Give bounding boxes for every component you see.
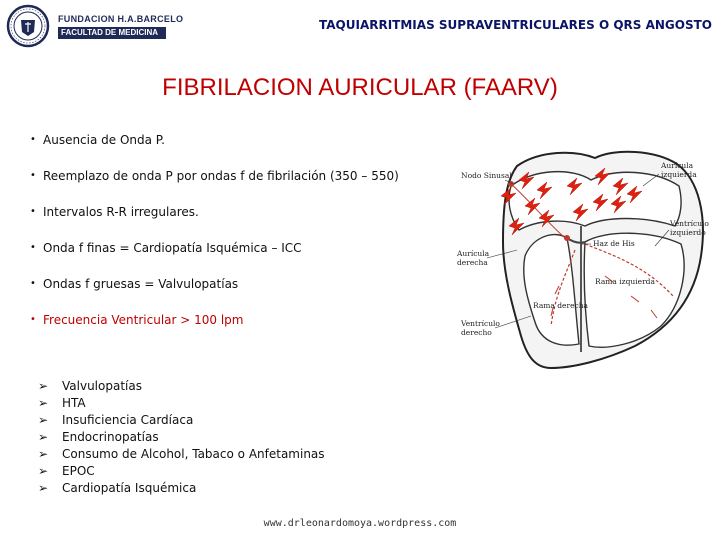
- bullet-icon: •: [30, 278, 36, 289]
- university-seal-icon: [6, 4, 50, 48]
- cause-item: [38, 429, 325, 446]
- feature-text: Ondas f gruesas = Valvulopatías: [43, 277, 239, 291]
- label-ventriculo-derecho-2: derecho: [461, 328, 492, 337]
- feature-text: Frecuencia Ventricular > 100 lpm: [43, 313, 244, 327]
- feature-item-highlight: [30, 310, 399, 346]
- footer-url: www.drleonardomoya.wordpress.com: [263, 518, 457, 529]
- cause-text: Endocrinopatías: [62, 430, 159, 444]
- bullet-icon: •: [30, 134, 36, 145]
- feature-text: Onda f finas = Cardiopatía Isquémica – ICC: [43, 241, 302, 255]
- section-header-title: TAQUIARRITMIAS SUPRAVENTRICULARES O QRS ANGOSTO: [319, 18, 712, 32]
- cause-item: [38, 463, 325, 480]
- av-node-marker: [564, 235, 570, 241]
- feature-text: Ausencia de Onda P.: [43, 133, 165, 147]
- arrow-bullet-icon: ➢: [38, 481, 49, 495]
- logo-faculty-name: FACULTAD DE MEDICINA: [58, 27, 166, 39]
- cause-item: [38, 480, 325, 497]
- arrow-bullet-icon: ➢: [38, 464, 49, 478]
- feature-item: [30, 130, 399, 166]
- label-auricula-derecha-2: derecha: [457, 258, 488, 267]
- label-auricula-izquierda-2: izquierda: [661, 170, 697, 179]
- arrow-bullet-icon: ➢: [38, 396, 49, 410]
- cause-text: Cardiopatía Isquémica: [62, 481, 197, 495]
- cause-text: Valvulopatías: [62, 379, 142, 393]
- arrow-bullet-icon: ➢: [38, 413, 49, 427]
- cause-item: [38, 446, 325, 463]
- cause-item: [38, 412, 325, 429]
- bullet-icon: •: [30, 242, 36, 253]
- cause-text: Consumo de Alcohol, Tabaco o Anfetaminas: [62, 447, 325, 461]
- bullet-icon: •: [30, 314, 36, 325]
- logo-foundation-name: FUNDACION H.A.BARCELO: [58, 14, 184, 24]
- label-nodo-sinusal: Nodo Sinusal: [461, 171, 512, 180]
- bullet-icon: •: [30, 170, 36, 181]
- cause-item: [38, 395, 325, 412]
- feature-item: [30, 202, 399, 238]
- institution-logo: [6, 4, 184, 48]
- feature-item: [30, 166, 399, 202]
- label-auricula-derecha: Aurícula: [457, 249, 490, 258]
- label-rama-derecha: Rama derecha: [533, 301, 589, 310]
- feature-text: Reemplazo de onda P por ondas f de fibrilación (350 – 550): [43, 169, 399, 183]
- causes-list: [38, 378, 325, 497]
- label-rama-izquierda: Rama izquierda: [595, 277, 655, 286]
- feature-item: [30, 238, 399, 274]
- label-ventriculo-izquierdo: Ventrículo: [670, 219, 709, 228]
- cause-text: EPOC: [62, 464, 95, 478]
- arrow-bullet-icon: ➢: [38, 379, 49, 393]
- feature-item: [30, 274, 399, 310]
- heart-conduction-diagram: [455, 146, 713, 374]
- features-list: [30, 130, 399, 346]
- slide-title: FIBRILACION AURICULAR (FAARV): [162, 74, 558, 101]
- feature-text: Intervalos R-R irregulares.: [43, 205, 199, 219]
- cause-item: [38, 378, 325, 395]
- cause-text: Insuficiencia Cardíaca: [62, 413, 194, 427]
- left-ventricle-chamber: [584, 233, 684, 347]
- cause-text: HTA: [62, 396, 86, 410]
- bullet-icon: •: [30, 206, 36, 217]
- arrow-bullet-icon: ➢: [38, 447, 49, 461]
- arrow-bullet-icon: ➢: [38, 430, 49, 444]
- label-ventriculo-izquierdo-2: izquierdo: [670, 228, 706, 237]
- label-haz-his: Haz de His: [593, 239, 635, 248]
- label-auricula-izquierda: Aurícula: [661, 161, 694, 170]
- label-ventriculo-derecho: Ventrículo: [461, 319, 500, 328]
